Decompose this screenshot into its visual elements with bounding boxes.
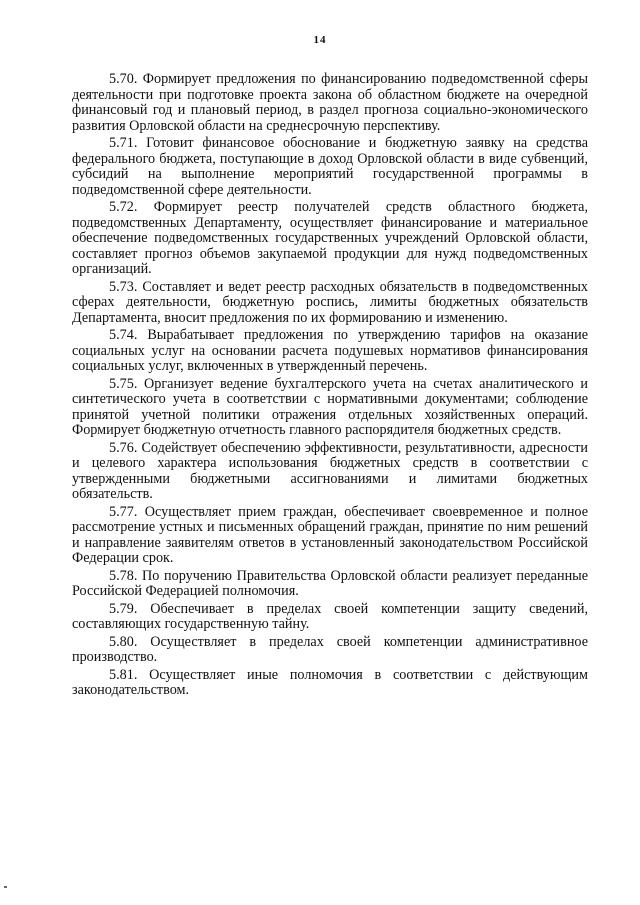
paragraph-5-70: 5.70. Формирует предложения по финансированию подведомственной сферы деятельности при подготовке проекта закона об областном бюджете на очередной финансовый год и плановый период, в раздел прогноза социально-экономического развития Орловской области на среднесрочную перспективу. xyxy=(72,71,588,134)
paragraph-5-81: 5.81. Осуществляет иные полномочия в соответствии с действующим законодательством. xyxy=(72,666,588,698)
paragraph-5-76: 5.76. Содействует обеспечению эффективности, результативности, адресности и целевого характера использования бюджетных средств в соответствии с утвержденными бюджетными ассигнованиями и лимитами бюджетных обязательств. xyxy=(72,439,588,502)
paragraph-5-78: 5.78. По поручению Правительства Орловской области реализует переданные Российской Федерацией полномочия. xyxy=(72,567,588,599)
scan-margin-mark xyxy=(4,886,7,888)
paragraph-5-71: 5.71. Готовит финансовое обоснование и бюджетную заявку на средства федерального бюджета, поступающие в доход Орловской области в виде субвенций, субсидий на выполнение мероприятий государственной программы в подведомственной сфере деятельности. xyxy=(72,135,588,198)
paragraph-5-72: 5.72. Формирует реестр получателей средств областного бюджета, подведомственных Департаменту, осуществляет финансирование и материальное обеспечение подведомственных государственных учреждений Орловской области, составляет прогноз объемов закупаемой продукции для нужд подведомственных организаций. xyxy=(72,199,588,277)
paragraph-5-80: 5.80. Осуществляет в пределах своей компетенции административное производство. xyxy=(72,633,588,665)
page-number: 14 xyxy=(313,34,327,46)
paragraph-5-73: 5.73. Составляет и ведет реестр расходных обязательств в подведомственных сферах деятельности, бюджетную роспись, лимиты бюджетных обязательств Департамента, вносит предложения по их формированию и изменению. xyxy=(72,278,588,326)
paragraph-5-79: 5.79. Обеспечивает в пределах своей компетенции защиту сведений, составляющих государственную тайну. xyxy=(72,600,588,632)
paragraph-5-74: 5.74. Вырабатывает предложения по утверждению тарифов на оказание социальных услуг на основании расчета подушевых нормативов финансирования социальных услуг, включенных в утвержденный перечень. xyxy=(72,327,588,374)
document-body xyxy=(72,72,588,701)
paragraph-5-77: 5.77. Осуществляет прием граждан, обеспечивает своевременное и полное рассмотрение устных и письменных обращений граждан, принятие по ним решений и направление заявителям ответов в установленный законодательством Российской Федерации срок. xyxy=(72,503,588,566)
paragraph-5-75: 5.75. Организует ведение бухгалтерского учета на счетах аналитического и синтетического учета в соответствии с нормативными документами; соблюдение принятой учетной политики отражения отдельных хозяйственных операций. Формирует бюджетную отчетность главного распорядителя бюджетных средств. xyxy=(72,375,588,438)
